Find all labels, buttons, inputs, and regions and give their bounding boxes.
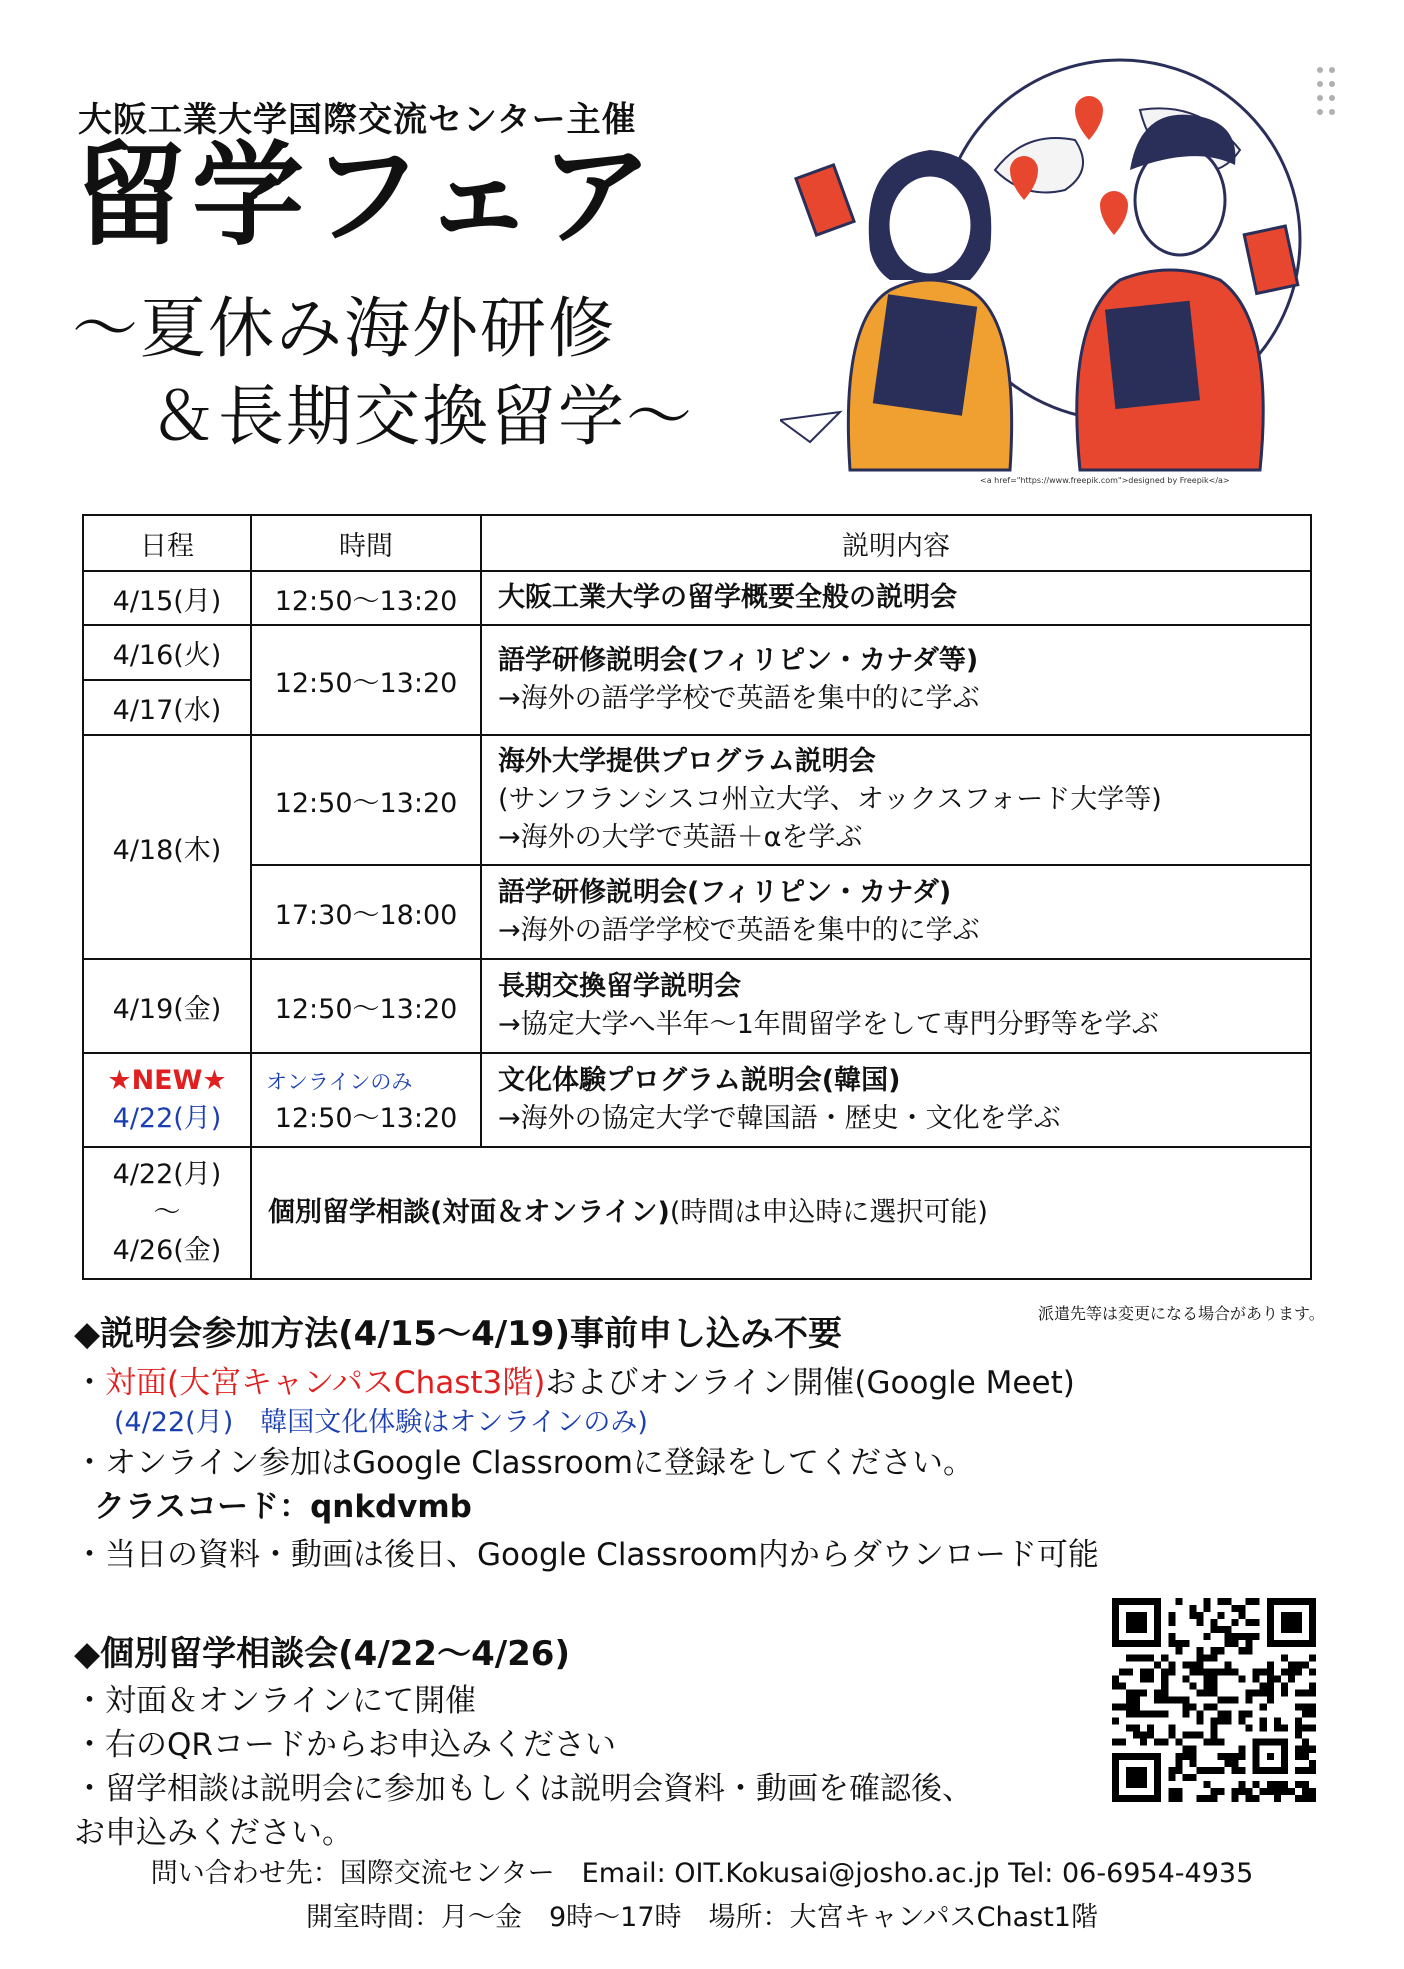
- in-person-location: 対面(大宮キャンパスChast3階): [105, 1365, 546, 1401]
- row-date-text: 4/22(月): [112, 1103, 222, 1134]
- header-date: 日程: [83, 515, 251, 571]
- row-date: 4/19(金): [83, 959, 251, 1053]
- row-description: [481, 571, 1311, 625]
- bullet-text: およびオンライン開催(Google Meet): [545, 1365, 1075, 1401]
- online-only-note: (4/22(月) 韓国文化体験はオンラインのみ): [114, 1407, 648, 1438]
- row-detail: →協定大学へ半年～1年間留学をして専門分野等を学ぶ: [498, 1009, 1159, 1040]
- contact-info: 問い合わせ先：国際交流センター Email: OIT.Kokusai@josho.ac.jp Tel: 06-6954-4935: [150, 1858, 1254, 1889]
- bullet-line: [74, 1361, 1099, 1405]
- row-description: [251, 1147, 1311, 1279]
- change-note: 派遣先等は変更になる場合があります。: [1038, 1304, 1325, 1323]
- row-detail: (サンフランシスコ州立大学、オックスフォード大学等): [498, 784, 1162, 815]
- bullet-line: ・当日の資料・動画は後日、Google Classroom内からダウンロード可能: [74, 1537, 1099, 1573]
- section-heading: ◆個別留学相談会(4/22～4/26): [74, 1634, 571, 1674]
- bullet-line: ・右のQRコードからお申込みください: [74, 1727, 616, 1763]
- new-badge: ★NEW★: [107, 1065, 227, 1096]
- table-row: [83, 865, 1311, 959]
- header-time: 時間: [251, 515, 481, 571]
- students-globe-illustration: [780, 50, 1340, 480]
- class-code: クラスコード：qnkdvmb: [94, 1489, 472, 1525]
- row-date: [83, 1053, 251, 1147]
- row-description: [481, 865, 1311, 959]
- image-credit: <a href="https://www.freepik.com">designed by Freepik</a>: [980, 476, 1230, 485]
- table-row: [83, 1147, 1311, 1279]
- row-title: 語学研修説明会(フィリピン・カナダ等): [498, 645, 979, 676]
- row-title: 語学研修説明会(フィリピン・カナダ): [498, 877, 952, 908]
- schedule-table: [82, 514, 1312, 1280]
- row-time: 12:50～13:20: [251, 571, 481, 625]
- table-header-row: [83, 515, 1311, 571]
- row-description: [481, 625, 1311, 735]
- row-date: 4/16(火): [83, 625, 251, 680]
- row-detail: →海外の大学で英語＋αを学ぶ: [498, 822, 863, 853]
- bullet-line: お申込みください。: [74, 1815, 353, 1851]
- row-date-tilde: ～: [153, 1197, 181, 1228]
- row-detail: →海外の語学学校で英語を集中的に学ぶ: [498, 683, 980, 714]
- row-date: 4/18(木): [83, 735, 251, 959]
- row-time: 12:50～13:20: [251, 625, 481, 735]
- row-description: [481, 959, 1311, 1053]
- section-consultation: [74, 1626, 973, 1855]
- section-briefing: [74, 1306, 1099, 1577]
- table-row: [83, 625, 1311, 680]
- row-time: 12:50～13:20: [251, 735, 481, 865]
- table-row: [83, 1053, 1311, 1147]
- bullet-line: ・留学相談は説明会に参加もしくは説明会資料・動画を確認後、: [74, 1771, 973, 1807]
- row-date: [83, 1147, 251, 1279]
- row-detail: →海外の語学学校で英語を集中的に学ぶ: [498, 915, 980, 946]
- row-time-text: 12:50～13:20: [274, 1102, 458, 1134]
- subtitle-line-2: ＆長期交換留学～: [150, 378, 694, 455]
- row-time: 17:30～18:00: [251, 865, 481, 959]
- page-title: 留学フェア: [74, 131, 659, 261]
- office-hours: 開室時間：月～金 9時～17時 場所：大宮キャンパスChast1階: [306, 1902, 1098, 1933]
- table-row: [83, 959, 1311, 1053]
- row-title: 大阪工業大学の留学概要全般の説明会: [498, 582, 957, 613]
- qr-code[interactable]: [1112, 1598, 1316, 1802]
- bullet-line: ・対面＆オンラインにて開催: [74, 1683, 477, 1719]
- row-title: 海外大学提供プログラム説明会: [498, 746, 876, 777]
- organizer-text: 大阪工業大学国際交流センター主催: [78, 100, 637, 140]
- subtitle-line-1: ～夏休み海外研修: [72, 290, 616, 367]
- bullet-prefix: ・: [74, 1365, 105, 1401]
- row-description: [481, 735, 1311, 865]
- row-title: 長期交換留学説明会: [498, 971, 741, 1002]
- row-title: 個別留学相談(対面＆オンライン): [268, 1197, 670, 1228]
- online-only-label: オンラインのみ: [266, 1069, 413, 1094]
- section-heading: ◆説明会参加方法(4/15～4/19)事前申し込み不要: [74, 1314, 843, 1354]
- row-time: 12:50～13:20: [251, 959, 481, 1053]
- row-detail: (時間は申込時に選択可能): [669, 1197, 988, 1228]
- row-time: [251, 1053, 481, 1147]
- row-date-start: 4/22(月): [112, 1159, 222, 1190]
- header-content: 説明内容: [481, 515, 1311, 571]
- bullet-line: ・オンライン参加はGoogle Classroomに登録をしてください。: [74, 1445, 974, 1481]
- table-row: [83, 571, 1311, 625]
- row-date: 4/17(水): [83, 680, 251, 735]
- table-row: [83, 735, 1311, 865]
- row-detail: →海外の協定大学で韓国語・歴史・文化を学ぶ: [498, 1103, 1061, 1134]
- row-description: [481, 1053, 1311, 1147]
- row-date-end: 4/26(金): [112, 1235, 222, 1266]
- row-date: 4/15(月): [83, 571, 251, 625]
- row-title: 文化体験プログラム説明会(韓国): [498, 1065, 901, 1096]
